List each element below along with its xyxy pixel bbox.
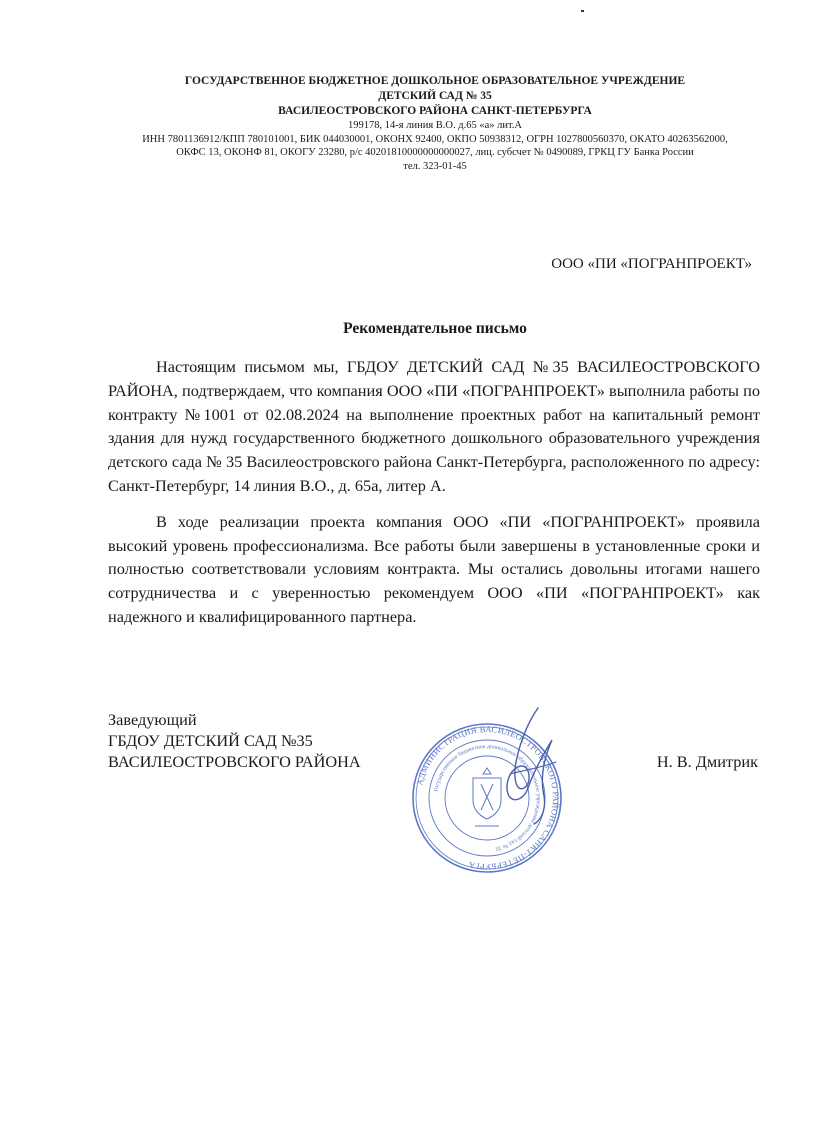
org-name-line-1: ГОСУДАРСТВЕННОЕ БЮДЖЕТНОЕ ДОШКОЛЬНОЕ ОБРАЗОВАТЕЛЬНОЕ УЧРЕЖДЕНИЕ	[184, 75, 686, 87]
signatory-org-1: ГБДОУ ДЕТСКИЙ САД №35	[108, 731, 313, 750]
org-name-line-3: ВАСИЛЕОСТРОВСКОГО РАЙОНА САНКТ-ПЕТЕРБУРГА	[278, 105, 592, 117]
handwritten-signature-icon	[470, 700, 590, 830]
paragraph-2: В ходе реализации проекта компания ООО «ПИ «ПОГРАНПРОЕКТ» проявила высокий уровень профессионализма. Все работы были завершены в установленные сроки и полностью соответствовали условиям контракта. Мы остались довольны итогами нашего сотрудничества и с уверенностью рекомендуем ООО «ПИ «ПОГРАНПРОЕКТ» как надежного и квалифицированного партнера.	[108, 511, 760, 626]
stamp-outer-text: АДМИНИСТРАЦИЯ ВАСИЛЕОСТРОВСКОГО РАЙОНА САНКТ-ПЕТЕРБУРГА	[414, 723, 562, 873]
letter-body	[108, 355, 760, 641]
signatory-org-2: ВАСИЛЕОСТРОВСКОГО РАЙОНА	[108, 752, 361, 771]
org-phone: тел. 323-01-45	[403, 160, 467, 172]
letterhead	[110, 74, 760, 173]
org-requisites-2: ОКФС 13, ОКОНФ 81, ОКОГУ 23280, р/с 40201810000000000027, лиц. субсчет № 0490089, ГРКЦ ГУ Банка России	[176, 147, 694, 158]
paragraph-1: Настоящим письмом мы, ГБДОУ ДЕТСКИЙ САД №35 ВАСИЛЕОСТРОВСКОГО РАЙОНА, подтверждаем, что компания ООО «ПИ «ПОГРАНПРОЕКТ» выполнила работы по контракту №1001 от 02.08.2024 на выполнение проектных работ на капитальный ремонт здания для нужд государственного бюджетного дошкольного образовательного учреждения детского сада № 35 Василеостровского района Санкт-Петербурга, расположенного по адресу: Санкт-Петербург, 14 линия В.О., д. 65а, литер А.	[108, 357, 760, 495]
signatory-position: Заведующий	[108, 710, 197, 729]
scan-speck	[581, 10, 584, 12]
org-requisites-1: ИНН 7801136912/КПП 780101001, БИК 044030001, ОКОНХ 92400, ОКПО 50938312, ОГРН 1027800560370, ОКАТО 40263562000,	[142, 133, 728, 145]
addressee: ООО «ПИ «ПОГРАНПРОЕКТ»	[551, 256, 752, 272]
stamp-inner-text: Государственное бюджетное дошкольное образовательное учреждение детский сад № 35	[433, 743, 542, 852]
signatory-name: Н. В. Дмитрик	[656, 752, 758, 771]
org-address: 199178, 14-я линия В.О. д.65 «а» лит.А	[348, 120, 522, 131]
org-name-line-2: ДЕТСКИЙ САД № 35	[378, 90, 492, 102]
signatory-block	[108, 709, 361, 772]
letter-title: Рекомендательное письмо	[343, 320, 527, 337]
